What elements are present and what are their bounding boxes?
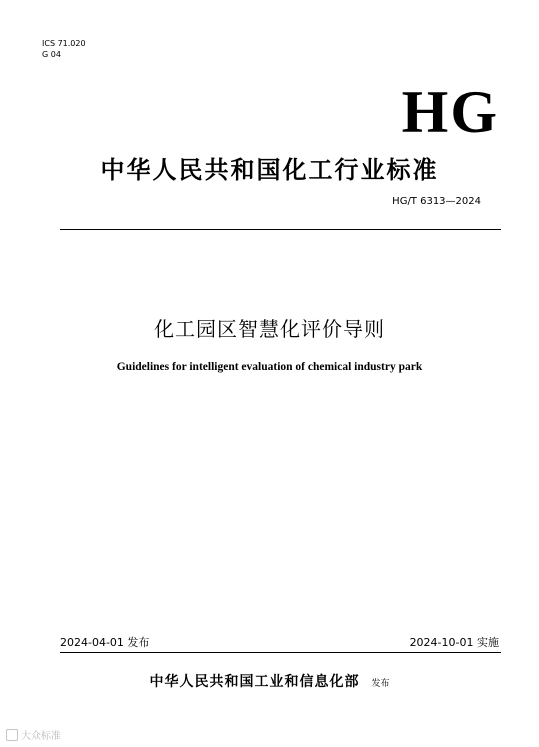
watermark [6,727,61,742]
watermark-text: 大众标准 [21,731,61,742]
category-code: G 04 [42,50,61,59]
classification-block [42,38,86,60]
bottom-divider [60,652,501,653]
document-title-en: Guidelines for intelligent evaluation of chemical industry park [116,361,423,373]
implementation-date: 2024-10-01 实施 [409,636,499,649]
watermark-logo-icon [6,729,18,741]
standard-number: HG/T 6313—2024 [392,196,481,207]
issuer-suffix: 发布 [371,679,390,689]
issuing-authority [0,671,539,691]
document-title-cn: 化工园区智慧化评价导则 [154,317,385,341]
hg-logo: HG [401,79,499,145]
top-divider [60,229,501,230]
issue-date: 2024-04-01 发布 [60,636,150,649]
ics-code: ICS 71.020 [42,39,86,48]
issuer-name: 中华人民共和国工业和信息化部 [149,674,360,690]
standard-type-title: 中华人民共和国化工行业标准 [100,156,439,184]
